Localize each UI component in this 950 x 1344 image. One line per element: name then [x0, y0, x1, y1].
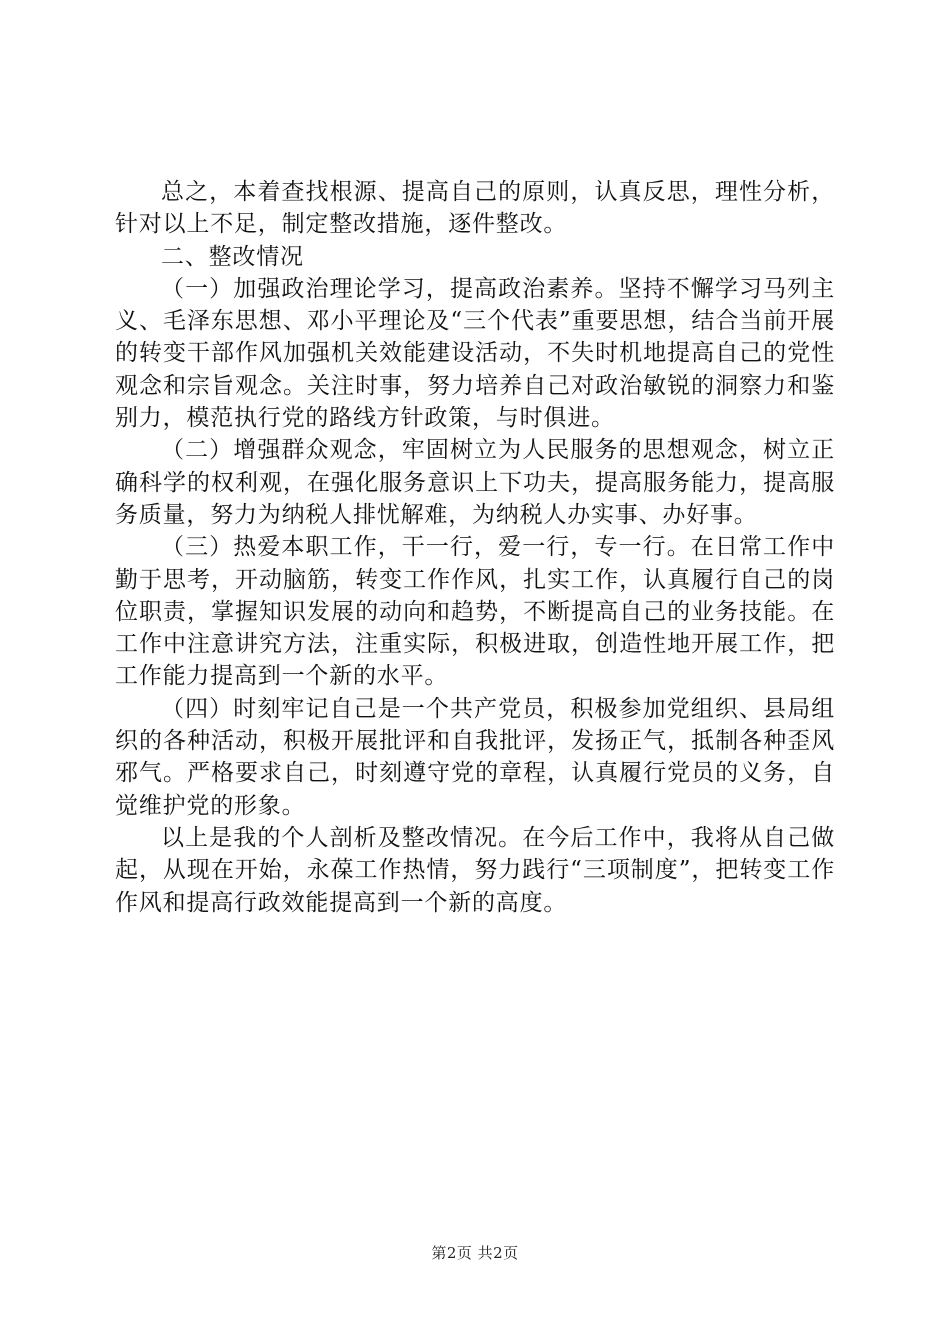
page-number-footer: 第2页 共2页 [431, 1244, 519, 1262]
section-heading-rectification: 二、整改情况 [161, 243, 304, 270]
document-body [115, 176, 835, 919]
paragraph-item-1: （一）加强政治理论学习，提高政治素养。坚持不懈学习马列主义、毛泽东思想、邓小平理论及“三个代表”重要思想，结合当前开展的转变干部作风加强机关效能建设活动，不失时机地提高自己的党性观念和宗旨观念。关注时事，努力培养自己对政治敏锐的洞察力和鉴别力，模范执行党的路线方针政策，与时俱进。 [115, 275, 835, 432]
paragraph-summary: 总之，本着查找根源、提高自己的原则，认真反思，理性分析，针对以上不足，制定整改措施，逐件整改。 [115, 179, 835, 238]
paragraph-item-2: （二）增强群众观念，牢固树立为人民服务的思想观念，树立正确科学的权利观，在强化服务意识上下功夫，提高服务能力，提高服务质量，努力为纳税人排忧解难，为纳税人办实事、办好事。 [115, 437, 835, 528]
paragraph-conclusion: 以上是我的个人剖析及整改情况。在今后工作中，我将从自己做起，从现在开始，永葆工作热情，努力践行“三项制度”，把转变工作作风和提高行政效能提高到一个新的高度。 [115, 824, 835, 916]
paragraph-item-4: （四）时刻牢记自己是一个共产党员，积极参加党组织、县局组织的各种活动，积极开展批评和自我批评，发扬正气，抵制各种歪风邪气。严格要求自己，时刻遵守党的章程，认真履行党员的义务，自觉维护党的形象。 [115, 695, 835, 819]
paragraph-item-3: （三）热爱本职工作，干一行，爱一行，专一行。在日常工作中勤于思考，开动脑筋，转变工作作风，扎实工作，认真履行自己的岗位职责，掌握知识发展的动向和趋势，不断提高自己的业务技能。在工作中注意讲究方法，注重实际，积极进取，创造性地开展工作，把工作能力提高到一个新的水平。 [115, 534, 835, 690]
